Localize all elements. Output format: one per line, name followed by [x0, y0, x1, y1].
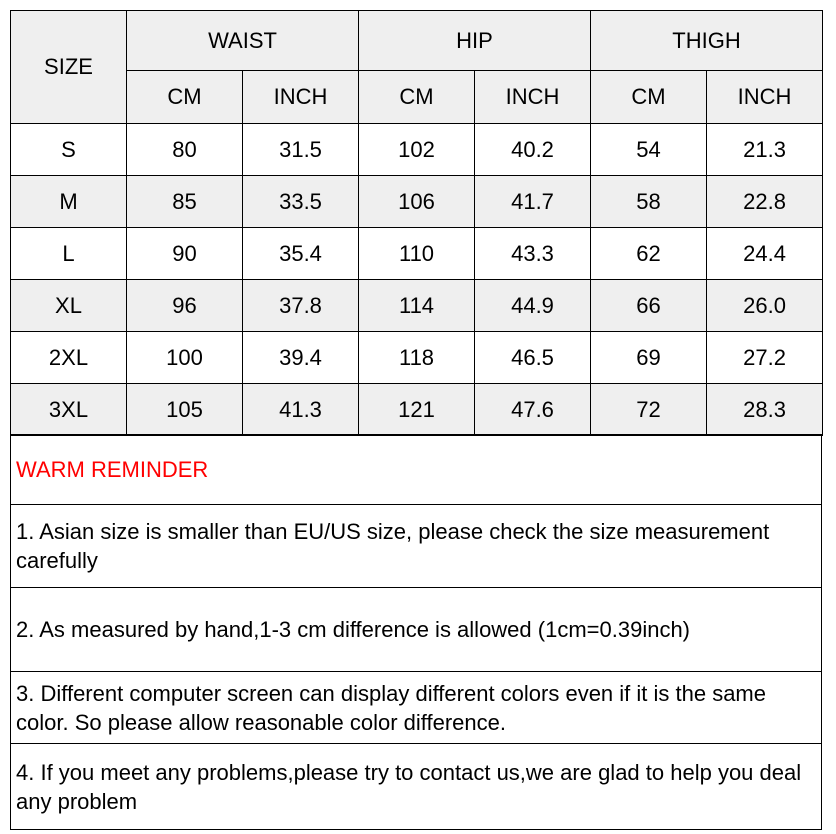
value-cell: 39.4 [243, 332, 359, 384]
size-header: SIZE [11, 11, 127, 124]
hip-header: HIP [359, 11, 591, 71]
value-cell: 26.0 [707, 280, 823, 332]
value-cell: 24.4 [707, 228, 823, 280]
value-cell: 105 [127, 384, 243, 436]
table-row [11, 280, 823, 332]
unit-header: INCH [243, 71, 359, 124]
size-cell: 3XL [11, 384, 127, 436]
group-header-row [11, 11, 823, 71]
value-cell: 58 [591, 176, 707, 228]
value-cell: 21.3 [707, 124, 823, 176]
value-cell: 96 [127, 280, 243, 332]
value-cell: 43.3 [475, 228, 591, 280]
size-chart-table [10, 10, 823, 436]
value-cell: 37.8 [243, 280, 359, 332]
value-cell: 28.3 [707, 384, 823, 436]
size-cell: XL [11, 280, 127, 332]
value-cell: 102 [359, 124, 475, 176]
note-row [11, 588, 822, 672]
table-row [11, 176, 823, 228]
value-cell: 85 [127, 176, 243, 228]
value-cell: 27.2 [707, 332, 823, 384]
table-row [11, 384, 823, 436]
value-cell: 33.5 [243, 176, 359, 228]
value-cell: 66 [591, 280, 707, 332]
size-cell: L [11, 228, 127, 280]
value-cell: 41.3 [243, 384, 359, 436]
note-row [11, 505, 822, 588]
size-cell: 2XL [11, 332, 127, 384]
unit-header: CM [127, 71, 243, 124]
value-cell: 41.7 [475, 176, 591, 228]
value-cell: 118 [359, 332, 475, 384]
value-cell: 90 [127, 228, 243, 280]
notes-table [10, 434, 822, 830]
note-item: 2. As measured by hand,1-3 cm difference is allowed (1cm=0.39inch) [11, 588, 822, 672]
unit-header: CM [591, 71, 707, 124]
value-cell: 106 [359, 176, 475, 228]
size-cell: S [11, 124, 127, 176]
unit-header: INCH [475, 71, 591, 124]
value-cell: 62 [591, 228, 707, 280]
waist-header: WAIST [127, 11, 359, 71]
thigh-header: THIGH [591, 11, 823, 71]
value-cell: 31.5 [243, 124, 359, 176]
size-cell: M [11, 176, 127, 228]
value-cell: 80 [127, 124, 243, 176]
reminder-row [11, 435, 822, 505]
value-cell: 47.6 [475, 384, 591, 436]
note-item: 3. Different computer screen can display different colors even if it is the same color. So please allow reasonable color difference. [11, 672, 822, 744]
value-cell: 69 [591, 332, 707, 384]
value-cell: 44.9 [475, 280, 591, 332]
value-cell: 35.4 [243, 228, 359, 280]
value-cell: 40.2 [475, 124, 591, 176]
value-cell: 54 [591, 124, 707, 176]
table-row [11, 228, 823, 280]
value-cell: 114 [359, 280, 475, 332]
warm-reminder-title: WARM REMINDER [11, 435, 822, 505]
note-item: 1. Asian size is smaller than EU/US size, please check the size measurement carefully [11, 505, 822, 588]
table-row [11, 124, 823, 176]
value-cell: 100 [127, 332, 243, 384]
value-cell: 46.5 [475, 332, 591, 384]
unit-header-row [11, 71, 823, 124]
value-cell: 72 [591, 384, 707, 436]
note-row [11, 744, 822, 830]
table-row [11, 332, 823, 384]
note-item: 4. If you meet any problems,please try to contact us,we are glad to help you deal any problem [11, 744, 822, 830]
unit-header: INCH [707, 71, 823, 124]
value-cell: 110 [359, 228, 475, 280]
unit-header: CM [359, 71, 475, 124]
value-cell: 22.8 [707, 176, 823, 228]
value-cell: 121 [359, 384, 475, 436]
note-row [11, 672, 822, 744]
